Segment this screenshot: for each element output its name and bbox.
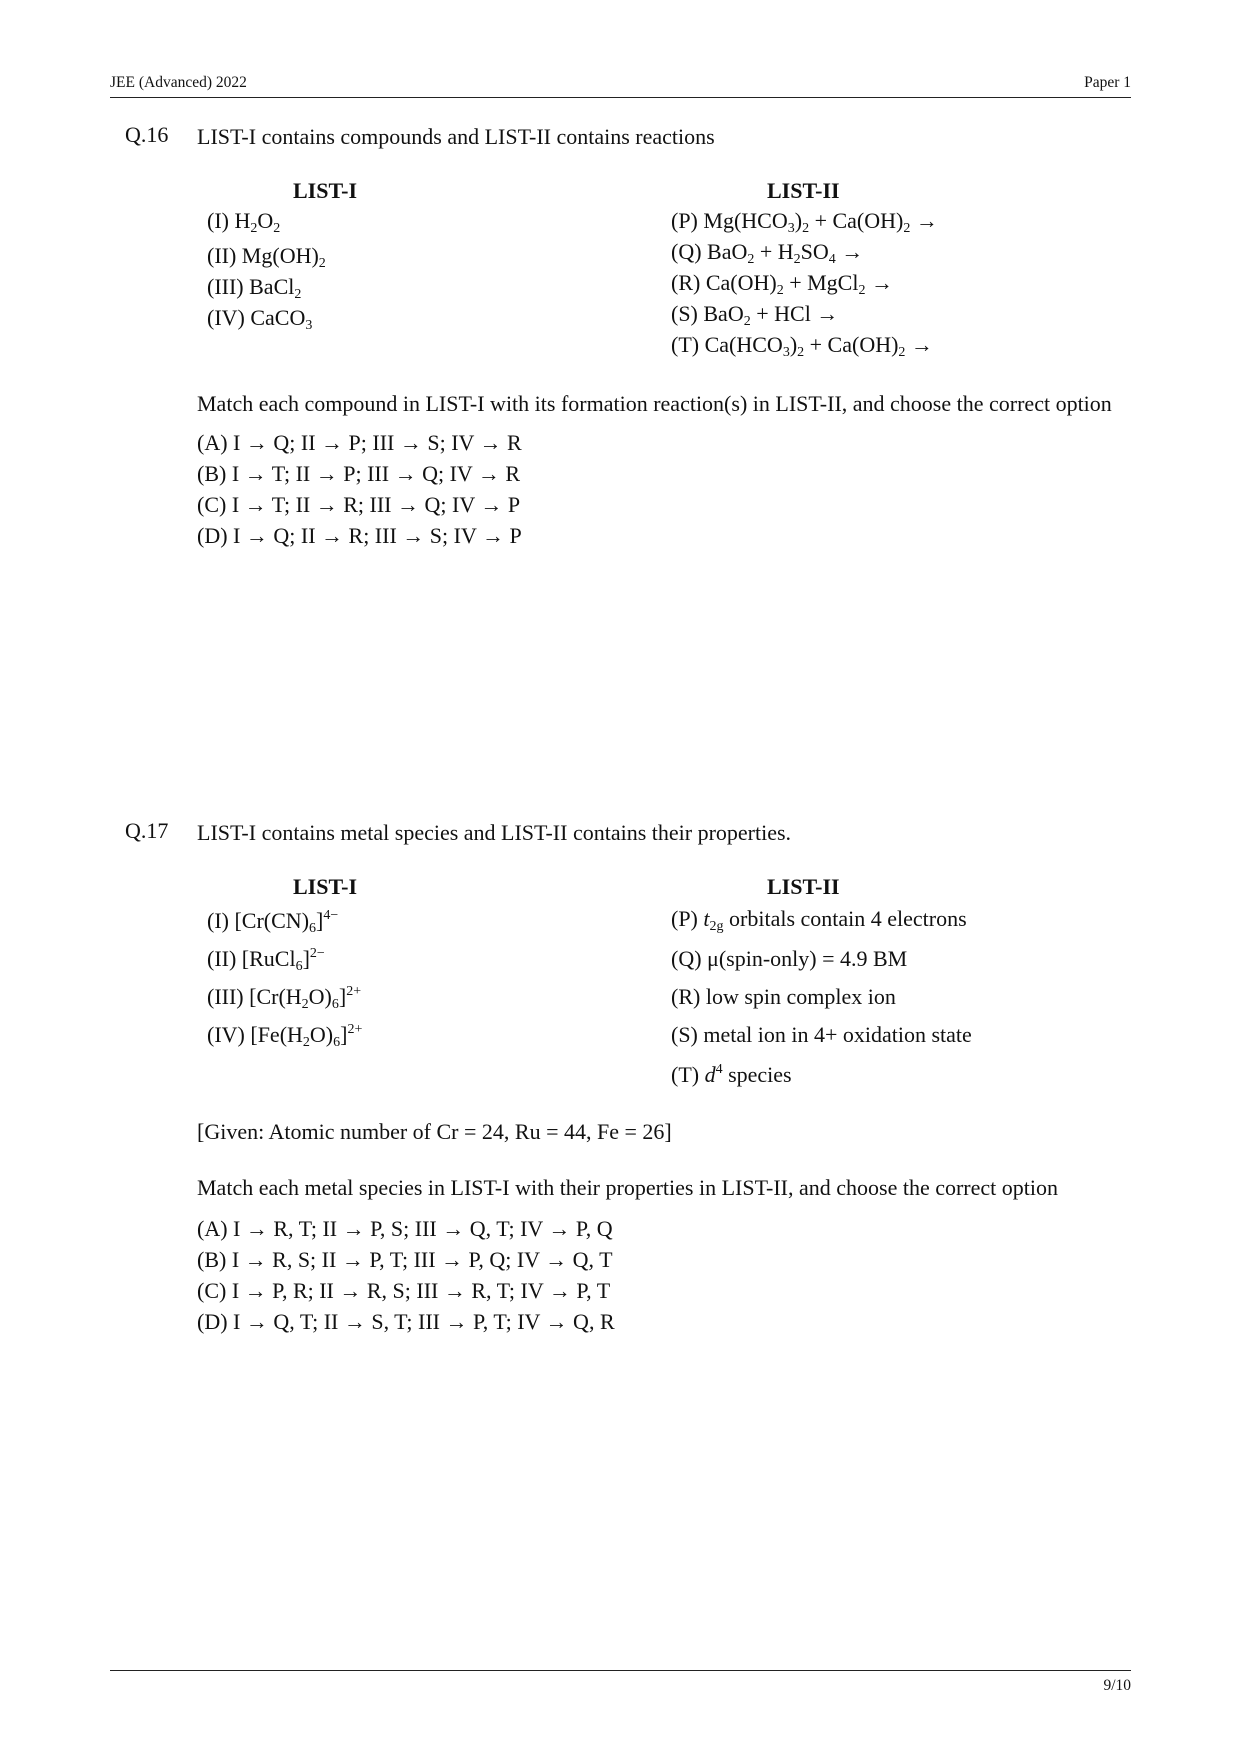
list-i [207, 176, 607, 334]
list-item: (T) $Ca(HCO_3)_2 + Ca(OH)_2$ → [671, 332, 933, 360]
instruction: Match each metal species in LIST-I with their properties in LIST-II, and choose the correct option [197, 1175, 1058, 1200]
option-a: (A) I → R, T; II → P, S; III → Q, T; IV → P, Q [197, 1216, 613, 1241]
option-d: (D) I → Q, T; II → S, T; III → P, T; IV → Q, R [197, 1309, 615, 1334]
question-body [197, 122, 1122, 551]
list-item: (Q) μ(spin-only) = 4.9 BM [671, 946, 908, 971]
question-body [197, 818, 1122, 1337]
list-item: (IV) $[Fe(H_2O)_6]^{2+}$ [207, 1022, 363, 1050]
instruction: Match each compound in LIST-I with its formation reaction(s) in LIST-II, and choose the correct option [197, 391, 1112, 416]
list-i-heading: LIST-I [293, 178, 358, 203]
option-d: (D) I → Q; II → R; III → S; IV → P [197, 523, 522, 548]
option-c: (C) I → T; II → R; III → Q; IV → P [197, 492, 521, 517]
list-item: (III) $[Cr(H_2O)_6]^{2+}$ [207, 984, 362, 1012]
list-item: (P) $Mg(HCO_3)_2 + Ca(OH)_2$ → [671, 208, 938, 236]
list-item: (I) $H_2O_2$ [207, 208, 281, 236]
question-stem: LIST-I contains compounds and LIST-II contains reactions [197, 124, 715, 149]
list-item: (I) $[Cr(CN)_6]^{4-}$ [207, 908, 339, 936]
match-lists [197, 872, 1122, 1094]
list-item: (R) low spin complex ion [671, 984, 896, 1009]
option-c: (C) I → P, R; II → R, S; III → R, T; IV → P, T [197, 1278, 611, 1303]
list-item: (IV) CaCO$_3$ [207, 305, 313, 333]
list-item: (II) $Mg(OH)_2$ [207, 243, 326, 271]
given-data: [Given: Atomic number of Cr = 24, Ru = 44, Fe = 26] [197, 1119, 672, 1144]
page-number: 9/10 [1103, 1677, 1131, 1694]
match-lists [197, 176, 1122, 366]
list-item: (II) [RuCl$_6$]$^{2-}$ [207, 946, 325, 974]
list-item: (S) metal ion in 4+ oxidation state [671, 1022, 972, 1047]
options [197, 427, 1122, 551]
exam-title: JEE (Advanced) 2022 [110, 74, 247, 91]
list-item: (III) BaCl$_2$ [207, 274, 302, 302]
header-divider [110, 97, 1131, 98]
list-ii [671, 176, 1141, 361]
list-item: (T) $d^4$ species [671, 1062, 792, 1087]
list-ii-heading: LIST-II [767, 874, 840, 899]
list-ii [671, 872, 1141, 1092]
list-i [207, 872, 607, 1054]
question-number: Q.16 [125, 122, 169, 147]
list-i-heading: LIST-I [293, 874, 358, 899]
options [197, 1213, 1122, 1337]
list-item: (Q) $BaO_2 + H_2SO_4$ → [671, 239, 864, 267]
footer-divider [110, 1670, 1131, 1671]
question-stem: LIST-I contains metal species and LIST-II contains their properties. [197, 820, 792, 845]
list-item: (S) BaO$_2$ + HCl → [671, 301, 839, 329]
list-item: (R) $Ca(OH)_2$ + MgCl$_2$ → [671, 270, 893, 298]
list-item: (P) $t_{2g}$ orbitals contain 4 electrons [671, 906, 967, 934]
option-a: (A) I → Q; II → P; III → S; IV → R [197, 430, 522, 455]
paper-label: Paper 1 [1084, 74, 1131, 91]
option-b: (B) I → R, S; II → P, T; III → P, Q; IV → Q, T [197, 1247, 613, 1272]
question-number: Q.17 [125, 818, 169, 843]
list-ii-heading: LIST-II [767, 178, 840, 203]
option-b: (B) I → T; II → P; III → Q; IV → R [197, 461, 521, 486]
